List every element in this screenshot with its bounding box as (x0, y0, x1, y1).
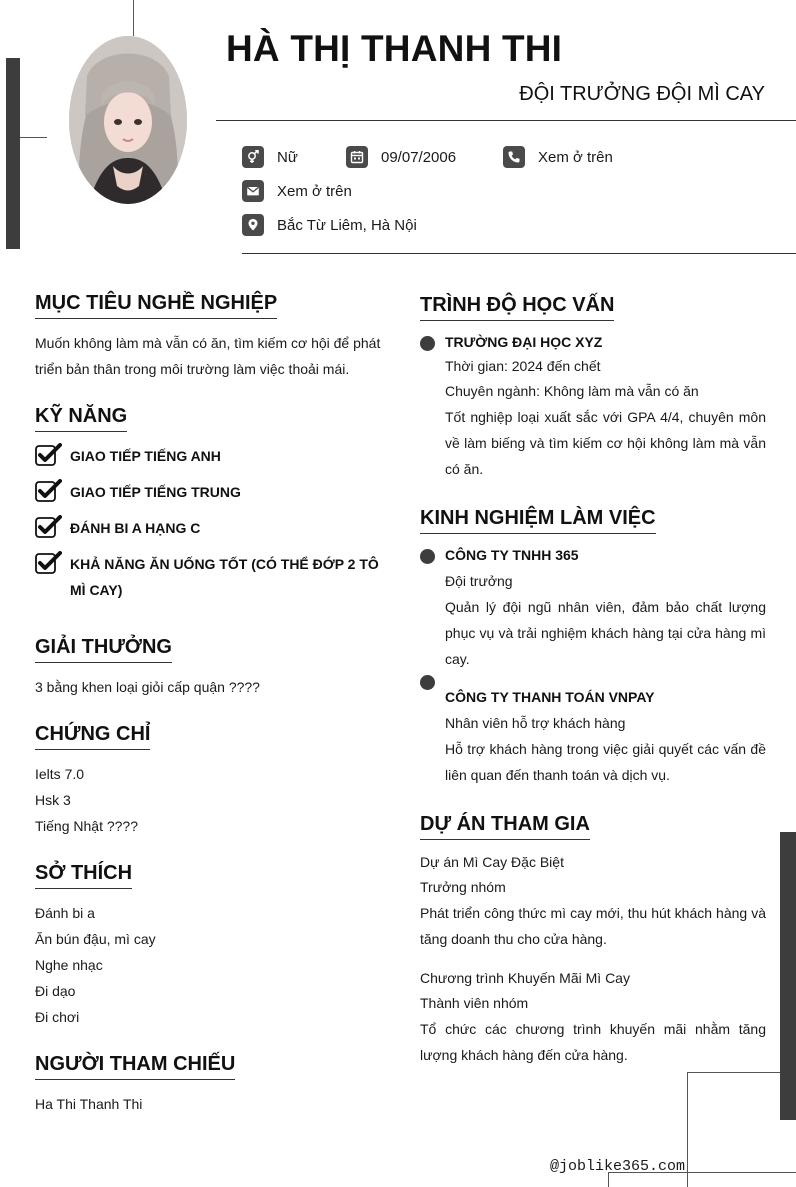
hobby-item: Nghe nhạc (35, 957, 103, 973)
skill-item (35, 479, 380, 505)
certificates-title: CHỨNG CHỈ (35, 723, 150, 750)
references-title: NGƯỜI THAM CHIẾU (35, 1053, 235, 1080)
project-desc: Tổ chức các chương trình khuyến mãi nhằm tăng lượng khách hàng đến cửa hàng. (420, 1021, 766, 1063)
education-time: Thời gian: 2024 đến chết (445, 358, 601, 374)
candidate-name: HÀ THỊ THANH THI (226, 28, 563, 69)
education-desc: Tốt nghiệp loại xuất sắc với GPA 4/4, chuyên môn về làm biếng và tìm kiếm cơ hội không làm mà vẫn có ăn. (445, 409, 766, 477)
location-icon (242, 214, 264, 236)
job-title: ĐỘI TRƯỞNG ĐỘI MÌ CAY (519, 83, 765, 105)
school-name: TRƯỜNG ĐẠI HỌC XYZ (445, 334, 603, 350)
address-value: Bắc Từ Liêm, Hà Nội (277, 216, 417, 234)
awards-title: GIẢI THƯỞNG (35, 636, 172, 663)
left-accent-bar (6, 58, 20, 249)
mail-icon (242, 180, 264, 202)
calendar-icon (346, 146, 368, 168)
checkbox-icon (35, 551, 62, 575)
project-role: Thành viên nhóm (420, 995, 529, 1011)
projects-title: DỰ ÁN THAM GIA (420, 813, 590, 840)
hobby-item: Đi dạo (35, 983, 76, 999)
phone-icon (503, 146, 525, 168)
references-text: Ha Thi Thanh Thi (35, 1096, 143, 1112)
certificates-list (35, 761, 385, 839)
experience-desc: Hỗ trợ khách hàng trong việc giải quyết các vấn đề liên quan đến thanh toán và dịch vụ. (445, 741, 766, 783)
avatar (69, 36, 187, 204)
company-name: CÔNG TY TNHH 365 (445, 547, 579, 563)
birthday-value: 09/07/2006 (381, 148, 457, 166)
skill-label: GIAO TIẾP TIẾNG TRUNG (70, 484, 241, 500)
header-rule (216, 120, 796, 121)
objective-text: Muốn không làm mà vẫn có ăn, tìm kiếm cơ hội để phát triển bản thân trong môi trường làm việc thoải mái. (35, 335, 381, 377)
project-role: Trưởng nhóm (420, 879, 506, 895)
skill-item (35, 443, 380, 469)
contact-birthday (346, 146, 456, 168)
hobbies-list (35, 900, 385, 1030)
gender-icon (242, 146, 264, 168)
contact-address (242, 214, 417, 236)
contact-rule (242, 253, 796, 254)
certificate-item: Ielts 7.0 (35, 766, 85, 782)
skills-title: KỸ NĂNG (35, 405, 127, 432)
watermark: @joblike365.com (550, 1158, 686, 1175)
experience-role: Nhân viên hỗ trợ khách hàng (445, 715, 626, 731)
bullet-dot (420, 675, 435, 690)
education-title: TRÌNH ĐỘ HỌC VẤN (420, 294, 614, 321)
contact-gender (242, 146, 298, 168)
awards-text: 3 bằng khen loại giỏi cấp quận ???? (35, 679, 260, 695)
bullet-dot (420, 336, 435, 351)
hobby-item: Đánh bi a (35, 905, 95, 921)
project-name: Dự án Mì Cay Đặc Biệt (420, 854, 564, 870)
corner-frame (687, 1072, 780, 1187)
contact-email (242, 180, 352, 202)
checkbox-icon (35, 515, 62, 539)
skill-label: GIAO TIẾP TIẾNG ANH (70, 448, 221, 464)
skill-label: KHẢ NĂNG ĂN UỐNG TỐT (CÓ THỂ ĐỚP 2 TÔ MÌ CAY) (70, 556, 379, 598)
education-major: Chuyên ngành: Không làm mà vẫn có ăn (445, 383, 699, 399)
hobbies-title: SỞ THÍCH (35, 862, 132, 889)
skill-label: ĐÁNH BI A HẠNG C (70, 520, 201, 536)
bullet-dot (420, 549, 435, 564)
certificate-item: Hsk 3 (35, 792, 71, 808)
skill-item (35, 515, 380, 541)
phone-value: Xem ở trên (538, 148, 613, 166)
certificate-item: Tiếng Nhật ???? (35, 818, 138, 834)
hobby-item: Đi chơi (35, 1009, 80, 1025)
left-divider-line (20, 137, 47, 138)
company-name: CÔNG TY THANH TOÁN VNPAY (445, 689, 655, 705)
experience-desc: Quản lý đội ngũ nhân viên, đảm bảo chất lượng phục vụ và trải nghiệm khách hàng tại cửa hàng mì cay. (445, 599, 766, 667)
project-name: Chương trình Khuyến Mãi Mì Cay (420, 970, 630, 986)
email-value: Xem ở trên (277, 182, 352, 200)
gender-value: Nữ (277, 148, 298, 166)
contact-phone (503, 146, 613, 168)
top-divider-line (133, 0, 134, 36)
hobby-item: Ăn bún đậu, mì cay (35, 931, 156, 947)
checkbox-icon (35, 443, 62, 467)
objective-title: MỤC TIÊU NGHỀ NGHIỆP (35, 292, 277, 319)
experience-role: Đội trưởng (445, 573, 513, 589)
skill-item (35, 551, 385, 603)
right-accent-bar (780, 832, 796, 1120)
experience-title: KINH NGHIỆM LÀM VIỆC (420, 507, 656, 534)
project-desc: Phát triển công thức mì cay mới, thu hút khách hàng và tăng doanh thu cho cửa hàng. (420, 905, 766, 947)
checkbox-icon (35, 479, 62, 503)
